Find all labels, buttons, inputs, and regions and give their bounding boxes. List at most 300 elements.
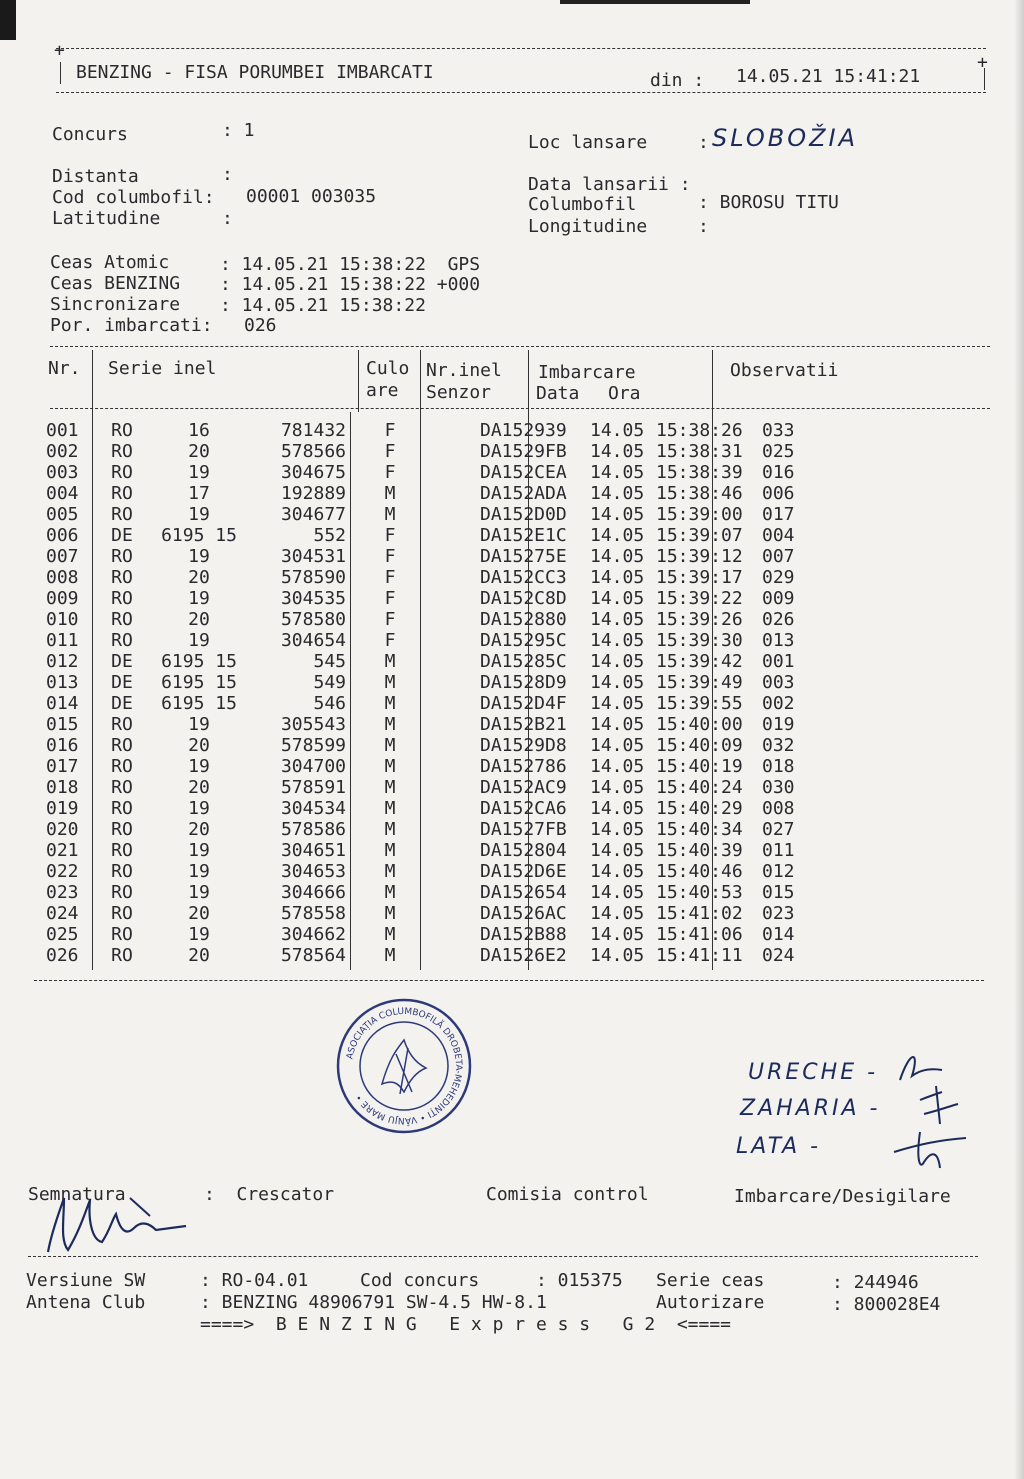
data-lansarii-label: Data lansarii : — [528, 174, 691, 195]
row-ring-number: 578586 — [280, 819, 346, 840]
row-observation: 015 — [762, 882, 795, 903]
row-ring-number: 578566 — [280, 441, 346, 462]
row-sensor-ring: DA15275E — [480, 546, 567, 567]
row-nr: 004 — [46, 483, 79, 504]
row-sex: M — [384, 798, 396, 819]
row-color — [420, 840, 480, 861]
row-country: RO — [111, 882, 133, 903]
row-ring-number: 304662 — [280, 924, 346, 945]
distanta-label: Distanta — [52, 166, 139, 187]
row-color — [420, 546, 480, 567]
col-header-culoare-1: Culo — [366, 358, 410, 379]
row-year: 16 — [188, 420, 210, 441]
row-ring-number: 545 — [313, 651, 346, 672]
row-observation: 027 — [762, 819, 795, 840]
row-time: 15:41:02 — [656, 903, 743, 924]
row-year: 20 — [188, 567, 210, 588]
row-color — [420, 504, 480, 525]
col-header-culoare-2: are — [366, 380, 399, 401]
row-country: DE — [111, 525, 133, 546]
row-date: 14.05 — [590, 462, 645, 483]
row-year: 20 — [188, 945, 210, 966]
row-date: 14.05 — [590, 567, 645, 588]
row-color — [420, 462, 480, 483]
row-sex: M — [384, 819, 396, 840]
row-ring-number: 578599 — [280, 735, 346, 756]
row-color — [420, 819, 480, 840]
col-header-ora: Ora — [608, 383, 641, 404]
row-color — [420, 882, 480, 903]
row-ring-number: 192889 — [280, 483, 346, 504]
row-ring-number: 578564 — [280, 945, 346, 966]
row-color — [420, 567, 480, 588]
row-year: 19 — [188, 840, 210, 861]
row-date: 14.05 — [590, 777, 645, 798]
table-row — [46, 504, 822, 525]
row-nr: 020 — [46, 819, 79, 840]
row-time: 15:39:12 — [656, 546, 743, 567]
row-nr: 006 — [46, 525, 79, 546]
row-country: RO — [111, 546, 133, 567]
row-country: RO — [111, 777, 133, 798]
row-ring-number: 549 — [313, 672, 346, 693]
table-row — [46, 735, 822, 756]
row-date: 14.05 — [590, 882, 645, 903]
row-sensor-ring: DA1529D8 — [480, 735, 567, 756]
row-observation: 009 — [762, 588, 795, 609]
row-ring-number: 304677 — [280, 504, 346, 525]
row-time: 15:40:24 — [656, 777, 743, 798]
longitudine-value: : — [698, 216, 709, 237]
row-color — [420, 693, 480, 714]
row-observation: 007 — [762, 546, 795, 567]
row-year: 20 — [188, 903, 210, 924]
row-sensor-ring: DA152C8D — [480, 588, 567, 609]
row-date: 14.05 — [590, 630, 645, 651]
row-nr: 026 — [46, 945, 79, 966]
row-color — [420, 945, 480, 966]
row-date: 14.05 — [590, 504, 645, 525]
versiune-sw-value: : RO-04.01 — [200, 1270, 309, 1291]
row-observation: 002 — [762, 693, 795, 714]
row-time: 15:39:26 — [656, 609, 743, 630]
row-time: 15:39:07 — [656, 525, 743, 546]
row-year: 20 — [188, 819, 210, 840]
col-header-nrinel-1: Nr.inel — [426, 360, 502, 381]
table-row — [46, 882, 822, 903]
table-row — [46, 840, 822, 861]
row-observation: 017 — [762, 504, 795, 525]
row-observation: 008 — [762, 798, 795, 819]
autorizare-label: Autorizare — [656, 1292, 765, 1313]
row-country: RO — [111, 567, 133, 588]
table-row — [46, 693, 822, 714]
row-year: 6195 15 — [161, 672, 237, 693]
row-country: RO — [111, 714, 133, 735]
header-right-bar — [984, 68, 985, 90]
row-sensor-ring: DA152786 — [480, 756, 567, 777]
row-sensor-ring: DA152654 — [480, 882, 567, 903]
scan-corner-shadow — [0, 0, 16, 40]
row-ring-number: 304535 — [280, 588, 346, 609]
row-time: 15:41:06 — [656, 924, 743, 945]
row-date: 14.05 — [590, 924, 645, 945]
row-nr: 025 — [46, 924, 79, 945]
col-header-observatii: Observatii — [730, 360, 839, 381]
header-corner-tl: + — [54, 40, 65, 61]
row-nr: 003 — [46, 462, 79, 483]
row-sensor-ring: DA152D4F — [480, 693, 567, 714]
row-year: 6195 15 — [161, 651, 237, 672]
row-sensor-ring: DA152D6E — [480, 861, 567, 882]
row-sex: F — [384, 525, 396, 546]
cod-concurs-label: Cod concurs — [360, 1270, 480, 1291]
antena-club-label: Antena Club — [26, 1292, 146, 1313]
table-row — [46, 756, 822, 777]
table-row — [46, 588, 822, 609]
row-color — [420, 924, 480, 945]
row-country: DE — [111, 672, 133, 693]
table-row — [46, 609, 822, 630]
row-color — [420, 756, 480, 777]
row-time: 15:39:42 — [656, 651, 743, 672]
boarded-pigeons-table — [46, 420, 822, 966]
din-value: 14.05.21 15:41:21 — [736, 66, 921, 87]
row-ring-number: 578558 — [280, 903, 346, 924]
row-sex: M — [384, 903, 396, 924]
row-color — [420, 420, 480, 441]
row-time: 15:40:39 — [656, 840, 743, 861]
row-time: 15:40:19 — [656, 756, 743, 777]
row-sex: M — [384, 651, 396, 672]
row-sex: F — [384, 630, 396, 651]
row-country: RO — [111, 924, 133, 945]
table-row — [46, 861, 822, 882]
row-nr: 007 — [46, 546, 79, 567]
row-nr: 017 — [46, 756, 79, 777]
row-time: 15:40:29 — [656, 798, 743, 819]
table-row — [46, 441, 822, 462]
row-color — [420, 903, 480, 924]
row-nr: 018 — [46, 777, 79, 798]
row-sex: F — [384, 462, 396, 483]
row-country: RO — [111, 945, 133, 966]
row-sensor-ring: DA152D0D — [480, 504, 567, 525]
handwritten-lata: LATA - — [736, 1134, 822, 1159]
row-country: RO — [111, 441, 133, 462]
row-date: 14.05 — [590, 609, 645, 630]
row-sex: F — [384, 567, 396, 588]
row-year: 19 — [188, 462, 210, 483]
row-sensor-ring: DA1527FB — [480, 819, 567, 840]
antena-club-value: : BENZING 48906791 SW-4.5 HW-8.1 — [200, 1292, 547, 1313]
row-color — [420, 630, 480, 651]
row-date: 14.05 — [590, 903, 645, 924]
table-row — [46, 546, 822, 567]
row-year: 20 — [188, 777, 210, 798]
row-ring-number: 304653 — [280, 861, 346, 882]
row-date: 14.05 — [590, 483, 645, 504]
row-date: 14.05 — [590, 525, 645, 546]
header-bottom-border — [56, 92, 986, 93]
col-header-data: Data — [536, 383, 580, 404]
row-country: DE — [111, 693, 133, 714]
row-date: 14.05 — [590, 546, 645, 567]
row-nr: 014 — [46, 693, 79, 714]
row-observation: 011 — [762, 840, 795, 861]
row-ring-number: 304651 — [280, 840, 346, 861]
row-color — [420, 609, 480, 630]
col-header-imbarcare: Imbarcare — [538, 362, 636, 383]
ceas-atomic-label: Ceas Atomic — [50, 252, 170, 273]
row-observation: 003 — [762, 672, 795, 693]
club-stamp-seal — [334, 996, 474, 1136]
columbofil-value: : BOROSU TITU — [698, 192, 839, 213]
col-header-nr: Nr. — [48, 358, 81, 379]
row-country: RO — [111, 609, 133, 630]
row-observation: 018 — [762, 756, 795, 777]
row-ring-number: 578591 — [280, 777, 346, 798]
longitudine-label: Longitudine — [528, 216, 648, 237]
row-sex: M — [384, 882, 396, 903]
row-time: 15:38:26 — [656, 420, 743, 441]
concurs-value: : 1 — [222, 120, 255, 141]
row-time: 15:38:46 — [656, 483, 743, 504]
row-year: 19 — [188, 861, 210, 882]
row-nr: 022 — [46, 861, 79, 882]
ceas-atomic-value: : 14.05.21 15:38:22 GPS — [220, 254, 481, 275]
row-observation: 024 — [762, 945, 795, 966]
scan-right-shade — [1014, 0, 1024, 1479]
row-year: 20 — [188, 609, 210, 630]
row-color — [420, 735, 480, 756]
sincronizare-label: Sincronizare — [50, 294, 181, 315]
table-bottom-border — [34, 980, 984, 981]
row-sensor-ring: DA152CEA — [480, 462, 567, 483]
row-country: RO — [111, 588, 133, 609]
table-row — [46, 924, 822, 945]
row-observation: 019 — [762, 714, 795, 735]
row-ring-number: 546 — [313, 693, 346, 714]
row-sex: M — [384, 504, 396, 525]
table-row — [46, 420, 822, 441]
row-date: 14.05 — [590, 756, 645, 777]
row-nr: 009 — [46, 588, 79, 609]
row-ring-number: 781432 — [280, 420, 346, 441]
row-sensor-ring: DA1528D9 — [480, 672, 567, 693]
row-sensor-ring: DA152AC9 — [480, 777, 567, 798]
row-country: RO — [111, 630, 133, 651]
row-nr: 002 — [46, 441, 79, 462]
row-time: 15:40:00 — [656, 714, 743, 735]
svg-text:ASOCIAȚIA COLUMBOFILĂ DROBETA-: ASOCIAȚIA COLUMBOFILĂ DROBETA-MEHEDINȚI • VÂNJU MARE • — [345, 1006, 464, 1126]
row-year: 19 — [188, 714, 210, 735]
row-sex: M — [384, 672, 396, 693]
columbofil-label: Columbofil — [528, 194, 637, 215]
row-time: 15:40:09 — [656, 735, 743, 756]
row-observation: 016 — [762, 462, 795, 483]
row-country: RO — [111, 798, 133, 819]
row-country: RO — [111, 462, 133, 483]
handwritten-ureche: URECHE - — [748, 1060, 879, 1085]
row-time: 15:40:53 — [656, 882, 743, 903]
row-sex: M — [384, 756, 396, 777]
row-observation: 025 — [762, 441, 795, 462]
footer-top-border — [28, 1256, 978, 1257]
col-header-nrinel-2: Senzor — [426, 382, 492, 403]
row-sensor-ring: DA152B21 — [480, 714, 567, 735]
row-nr: 011 — [46, 630, 79, 651]
concurs-label: Concurs — [52, 124, 128, 145]
row-color — [420, 672, 480, 693]
autorizare-value: : 800028E4 — [832, 1294, 941, 1315]
row-sex: M — [384, 777, 396, 798]
por-imbarcati-value: 026 — [244, 315, 277, 336]
row-year: 20 — [188, 735, 210, 756]
row-date: 14.05 — [590, 651, 645, 672]
scan-top-edge — [560, 0, 750, 4]
row-time: 15:38:39 — [656, 462, 743, 483]
row-nr: 016 — [46, 735, 79, 756]
row-year: 17 — [188, 483, 210, 504]
crescator-label: : Crescator — [204, 1184, 335, 1205]
row-sensor-ring: DA15295C — [480, 630, 567, 651]
row-year: 19 — [188, 924, 210, 945]
row-year: 6195 15 — [161, 525, 237, 546]
cod-columbofil-label: Cod columbofil: — [52, 187, 215, 208]
row-color — [420, 861, 480, 882]
table-row — [46, 651, 822, 672]
header-left-bar — [60, 62, 61, 84]
row-color — [420, 651, 480, 672]
table-header-divider — [50, 408, 990, 409]
table-row — [46, 777, 822, 798]
row-date: 14.05 — [590, 840, 645, 861]
ceas-benzing-label: Ceas BENZING — [50, 273, 181, 294]
row-year: 19 — [188, 630, 210, 651]
row-observation: 004 — [762, 525, 795, 546]
row-color — [420, 525, 480, 546]
row-country: RO — [111, 420, 133, 441]
col-header-serie: Serie inel — [108, 358, 217, 379]
latitudine-label: Latitudine — [52, 208, 161, 229]
row-sensor-ring: DA1526E2 — [480, 945, 567, 966]
row-color — [420, 777, 480, 798]
table-row — [46, 525, 822, 546]
din-label: din : — [650, 70, 705, 91]
row-sensor-ring: DA152939 — [480, 420, 567, 441]
row-sensor-ring: DA152804 — [480, 840, 567, 861]
row-ring-number: 578590 — [280, 567, 346, 588]
row-ring-number: 304534 — [280, 798, 346, 819]
row-sensor-ring: DA1526AC — [480, 903, 567, 924]
row-year: 19 — [188, 756, 210, 777]
row-sex: M — [384, 861, 396, 882]
row-sex: M — [384, 735, 396, 756]
row-nr: 005 — [46, 504, 79, 525]
table-row — [46, 714, 822, 735]
row-nr: 010 — [46, 609, 79, 630]
loc-lansare-handwritten: SLOBOŽIA — [712, 124, 859, 152]
row-year: 19 — [188, 504, 210, 525]
row-country: RO — [111, 819, 133, 840]
row-observation: 032 — [762, 735, 795, 756]
row-ring-number: 552 — [313, 525, 346, 546]
table-row — [46, 798, 822, 819]
row-date: 14.05 — [590, 945, 645, 966]
row-ring-number: 304654 — [280, 630, 346, 651]
row-sex: M — [384, 483, 396, 504]
row-nr: 024 — [46, 903, 79, 924]
row-time: 15:41:11 — [656, 945, 743, 966]
row-observation: 029 — [762, 567, 795, 588]
table-row — [46, 945, 822, 966]
cod-columbofil-value: 00001 003035 — [246, 186, 377, 207]
row-year: 6195 15 — [161, 693, 237, 714]
row-country: RO — [111, 504, 133, 525]
row-sex: M — [384, 840, 396, 861]
row-nr: 015 — [46, 714, 79, 735]
row-nr: 023 — [46, 882, 79, 903]
row-nr: 001 — [46, 420, 79, 441]
row-time: 15:39:30 — [656, 630, 743, 651]
row-ring-number: 304531 — [280, 546, 346, 567]
row-observation: 001 — [762, 651, 795, 672]
loc-lansare-colon: : — [698, 132, 709, 153]
serie-ceas-value: : 244946 — [832, 1272, 919, 1293]
sincronizare-value: : 14.05.21 15:38:22 — [220, 295, 426, 316]
row-sex: F — [384, 420, 396, 441]
row-country: RO — [111, 735, 133, 756]
row-date: 14.05 — [590, 861, 645, 882]
row-sex: M — [384, 924, 396, 945]
row-date: 14.05 — [590, 735, 645, 756]
row-color — [420, 588, 480, 609]
row-observation: 013 — [762, 630, 795, 651]
row-time: 15:38:31 — [656, 441, 743, 462]
row-year: 19 — [188, 546, 210, 567]
table-row — [46, 903, 822, 924]
row-observation: 023 — [762, 903, 795, 924]
document-title: BENZING - FISA PORUMBEI IMBARCATI — [76, 62, 434, 83]
imbarcare-desigilare-label: Imbarcare/Desigilare — [734, 1186, 951, 1207]
row-nr: 008 — [46, 567, 79, 588]
semnatura-label: Semnatura — [28, 1184, 126, 1205]
ceas-benzing-value: : 14.05.21 15:38:22 +000 — [220, 274, 481, 295]
row-sensor-ring: DA152B88 — [480, 924, 567, 945]
row-year: 19 — [188, 798, 210, 819]
breeder-signature — [30, 1180, 200, 1260]
header-top-border — [56, 48, 986, 49]
row-sex: F — [384, 441, 396, 462]
row-observation: 033 — [762, 420, 795, 441]
cod-concurs-value: : 015375 — [536, 1270, 623, 1291]
row-date: 14.05 — [590, 819, 645, 840]
distanta-value: : — [222, 164, 233, 185]
row-country: RO — [111, 861, 133, 882]
row-nr: 019 — [46, 798, 79, 819]
row-time: 15:39:17 — [656, 567, 743, 588]
header-corner-tr: + — [977, 52, 988, 73]
row-country: RO — [111, 903, 133, 924]
row-date: 14.05 — [590, 798, 645, 819]
row-time: 15:39:22 — [656, 588, 743, 609]
benzing-express-banner: ====> B E N Z I N G E x p r e s s G 2 <==== — [200, 1314, 732, 1335]
loc-lansare-label: Loc lansare — [528, 132, 648, 153]
comisia-control-label: Comisia control — [486, 1184, 649, 1205]
row-time: 15:39:49 — [656, 672, 743, 693]
row-sensor-ring: DA152880 — [480, 609, 567, 630]
